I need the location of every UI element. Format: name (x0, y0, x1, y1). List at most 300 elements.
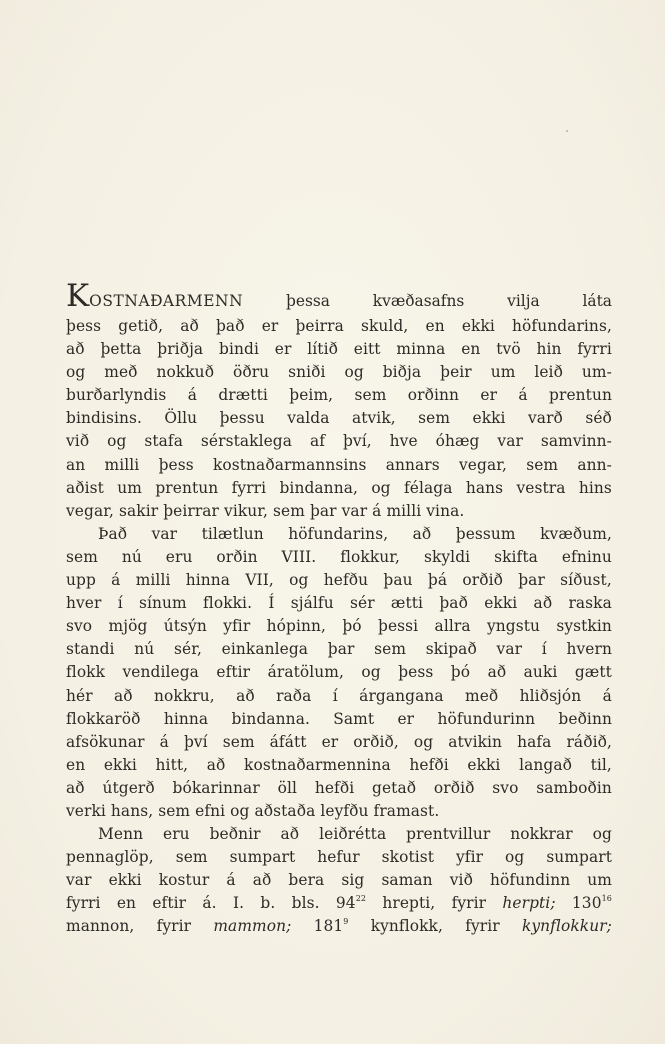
word: og (230, 801, 250, 820)
page-number: 94 (335, 894, 356, 913)
word: skyldi (423, 547, 471, 566)
word: er (397, 709, 415, 728)
line-number: 16 (601, 894, 612, 904)
word: b. (260, 894, 276, 913)
text-line (66, 569, 612, 592)
word: að (533, 594, 553, 613)
word: vilja (507, 292, 540, 310)
word: nokkuð (156, 363, 215, 382)
word: útsýn (163, 617, 207, 636)
word: bls. (291, 894, 320, 913)
word: orðið (433, 778, 475, 797)
text-line (66, 407, 612, 430)
word: árgangana (359, 686, 444, 705)
word: er (321, 732, 339, 751)
word: hefðu (323, 571, 369, 590)
text-line (66, 685, 612, 708)
word: atvikin (448, 732, 503, 751)
word: prentun (155, 478, 219, 497)
text-line (66, 638, 612, 661)
word: og (505, 848, 525, 867)
word: því, (342, 432, 372, 451)
word: þau (383, 571, 413, 590)
word: varð (528, 409, 563, 428)
text-line (66, 477, 612, 500)
word: þessi (378, 617, 419, 636)
word: verki (66, 801, 106, 820)
word: á (602, 686, 612, 705)
word: orðið (462, 571, 503, 590)
word: VIII. (281, 547, 317, 566)
word: ekki (472, 409, 506, 428)
word: nokkrar (510, 825, 573, 844)
word: hefur (317, 848, 360, 867)
word: biðja (382, 363, 422, 382)
word: þess (158, 455, 194, 474)
text-line (66, 661, 612, 684)
word: hinna (163, 709, 209, 728)
word: að (66, 778, 85, 797)
word: fyrri (577, 340, 612, 359)
word: höfundinn (490, 871, 571, 890)
word: þeirrar (163, 501, 220, 520)
word: og (66, 363, 86, 382)
word: er (274, 340, 292, 359)
word: kostnaðarmennina (244, 755, 391, 774)
word: samboðin (536, 778, 612, 797)
word: svo (66, 617, 93, 636)
word: milli (104, 455, 140, 474)
word: standi (66, 640, 115, 659)
word: ekki (467, 755, 501, 774)
word: ætti (390, 594, 424, 613)
word: hinna (185, 571, 231, 590)
word: an (66, 455, 86, 474)
line-number: 22 (355, 894, 367, 904)
text-line (66, 315, 612, 338)
word: mannon, (66, 917, 135, 936)
word: í (117, 594, 123, 613)
text-line (66, 731, 612, 754)
paragraph-2-first-line (66, 523, 612, 546)
word: beðnir (209, 825, 261, 844)
word: gætt (574, 663, 612, 682)
word: var (497, 432, 523, 451)
word: Samt (333, 709, 375, 728)
word: og (107, 432, 127, 451)
word: í (541, 640, 547, 659)
word: við (66, 432, 90, 451)
page-reference (336, 892, 366, 915)
word: nú (134, 640, 155, 659)
word: og (371, 478, 391, 497)
word: því (183, 732, 208, 751)
word: prentun (549, 386, 612, 405)
word: systkin (556, 617, 612, 636)
word: til, (590, 755, 612, 774)
italic-correction: mammon; (213, 917, 292, 936)
word: í (332, 686, 338, 705)
word: aðstaða (254, 801, 316, 820)
word: ann- (577, 455, 612, 474)
word: að (206, 755, 226, 774)
word: þar (518, 571, 545, 590)
word: efninu (561, 547, 612, 566)
word: ekki (461, 317, 495, 335)
word: um (587, 871, 612, 890)
word: sem (222, 732, 255, 751)
word: á (226, 871, 236, 890)
word: kynflokk, (370, 917, 443, 936)
word: fyrir (451, 894, 487, 913)
word: sniði (288, 363, 326, 382)
word: þriðja (157, 340, 204, 359)
word: eftir (152, 894, 187, 913)
word: þess (66, 317, 102, 335)
word: og (413, 732, 434, 751)
word: prentvillur (406, 825, 491, 844)
word: um- (581, 363, 612, 382)
word: nú (121, 547, 142, 566)
word: sumpart (229, 848, 296, 867)
word: valda (287, 409, 330, 428)
word: sem (158, 801, 191, 820)
first-word (66, 278, 244, 314)
word: hve (389, 432, 418, 451)
word: burðarlyndis (66, 386, 167, 405)
word: vegar, (458, 455, 507, 474)
text-line (66, 592, 612, 615)
word: þeirra (295, 317, 344, 335)
word: getað (372, 778, 417, 797)
word: milli (386, 501, 422, 520)
word: þeim, (289, 386, 334, 405)
word: síðust, (560, 571, 612, 590)
word: bindi (219, 340, 259, 359)
word: flokki. (203, 594, 253, 613)
word: sem (175, 848, 208, 867)
word: að (236, 686, 255, 705)
word: minna (396, 340, 446, 359)
word: útgerð (102, 778, 155, 797)
word: einkanlega (221, 640, 309, 659)
page-reference (314, 915, 349, 938)
word: er (261, 317, 279, 335)
word: var (66, 871, 92, 890)
text-line (66, 846, 612, 869)
word: orðinn (407, 386, 460, 405)
italic-correction: herpti; (502, 894, 556, 913)
word: skotist (381, 848, 435, 867)
paper-speck (566, 130, 568, 132)
word: að (412, 524, 432, 543)
word: hans (465, 478, 504, 497)
word: eitt (353, 340, 381, 359)
word: raða (276, 686, 312, 705)
text-line-1 (66, 278, 612, 315)
word: var (496, 640, 523, 659)
word: hin (536, 340, 562, 359)
word: langað (519, 755, 572, 774)
word: sérstaklega (200, 432, 293, 451)
word: sem (374, 640, 407, 659)
word: en (66, 755, 86, 774)
word: þá (427, 571, 448, 590)
word: hrepti, (382, 894, 436, 913)
word: kostnaðarmannsins (212, 455, 367, 474)
word: láta (582, 292, 612, 310)
word: ekki (103, 755, 137, 774)
text-line (66, 777, 612, 800)
word: hitt, (155, 755, 189, 774)
word: lítið (307, 340, 338, 359)
word: Menn (98, 825, 144, 844)
text-line (66, 338, 612, 361)
word: eftir (216, 663, 251, 682)
word: flokkaröð (66, 709, 141, 728)
word: VII, (245, 571, 274, 590)
word: hópinn, (266, 617, 326, 636)
word: Í (268, 594, 275, 613)
word: fyrri (66, 894, 101, 913)
word: að (66, 340, 85, 359)
word: og (344, 363, 364, 382)
word: hvern (566, 640, 612, 659)
text-line (66, 361, 612, 384)
word: er (480, 386, 498, 405)
word: að (280, 825, 300, 844)
word: vendilega (122, 663, 199, 682)
word: bindanna, (279, 478, 358, 497)
word: eru (163, 825, 190, 844)
word: hans, (110, 801, 154, 820)
word: félaga (403, 478, 453, 497)
word: vikur, (224, 501, 269, 520)
word: pennaglöp, (66, 848, 154, 867)
word: sér, (173, 640, 202, 659)
text-line (66, 615, 612, 638)
word: áratölum, (267, 663, 344, 682)
word: höfundarins, (288, 524, 389, 543)
word: þess (398, 663, 434, 682)
word: skifta (494, 547, 538, 566)
word: mjög (108, 617, 148, 636)
drop-cap: K (66, 278, 90, 314)
word: skipað (425, 640, 477, 659)
word: leiðrétta (319, 825, 387, 844)
word: ráðið, (566, 732, 612, 751)
word: bindanna. (231, 709, 310, 728)
word: um (490, 363, 516, 382)
paragraph-3-first-line (66, 823, 612, 846)
word: allra (434, 617, 471, 636)
page-number: 181 (313, 917, 344, 936)
word: en (116, 894, 137, 913)
word: hins (578, 478, 612, 497)
word: að (180, 317, 199, 335)
word: höfundarins, (512, 317, 612, 335)
word: I. (232, 894, 245, 913)
word: framast. (373, 801, 440, 820)
paragraph-2-body (66, 546, 612, 800)
word: fyrir (465, 917, 500, 936)
text-line (66, 546, 612, 569)
word: hefði (314, 778, 355, 797)
word: beðinn (558, 709, 612, 728)
italic-correction: kynflokkur; (521, 917, 612, 936)
word: nokkru, (154, 686, 215, 705)
text-line (66, 754, 612, 777)
word: með (465, 686, 499, 705)
word: fyrir (156, 917, 192, 936)
word: stafa (144, 432, 183, 451)
word: tvö (496, 340, 521, 359)
word: leið (534, 363, 563, 382)
word: að (487, 663, 507, 682)
word: sakir (119, 501, 159, 520)
word: sjálfu (290, 594, 334, 613)
word: skuld, (360, 317, 409, 335)
word: yfir (456, 848, 484, 867)
word: með (104, 363, 138, 382)
word: á (372, 501, 382, 520)
errata-line-2 (66, 915, 612, 938)
word: á (518, 386, 528, 405)
word: afsökunar (66, 732, 145, 751)
word: flokkur, (340, 547, 401, 566)
page-number: 130 (571, 894, 602, 913)
word: milli (135, 571, 171, 590)
text-line (66, 454, 612, 477)
word: var (151, 524, 178, 543)
word: óhæg (435, 432, 480, 451)
word: kvæðum, (540, 524, 612, 543)
word: sem (354, 386, 387, 405)
word: kvæðasafns (372, 292, 465, 310)
word: af (309, 432, 326, 451)
word: vegar, (66, 501, 114, 520)
word: sem (418, 409, 451, 428)
word: yngstu (486, 617, 541, 636)
word: raska (568, 594, 612, 613)
word: á. (202, 894, 217, 913)
word: hver (66, 594, 102, 613)
word: sem (526, 455, 559, 474)
paragraph-2-last-line (66, 800, 612, 823)
word: um (117, 478, 142, 497)
word: getið, (118, 317, 164, 335)
word: við (449, 871, 473, 890)
line-number: 9 (343, 917, 349, 927)
word: hliðsjón (519, 686, 582, 705)
word: drætti (218, 386, 268, 405)
word: upp (66, 571, 96, 590)
word: þeir (440, 363, 472, 382)
word: sínum (139, 594, 187, 613)
word: hefði (409, 755, 449, 774)
word: samvinn- (540, 432, 612, 451)
word: það (439, 594, 468, 613)
word: og (592, 825, 612, 844)
word: og (289, 571, 309, 590)
text-line (66, 430, 612, 453)
paragraph-1-last-line (66, 500, 612, 523)
word: tilætlun (201, 524, 264, 543)
word: öðru (232, 363, 270, 382)
paragraph-1-body (66, 315, 612, 500)
errata-line-1 (66, 892, 612, 915)
word: þessum (455, 524, 516, 543)
word: sem (66, 547, 98, 566)
word: vestra (516, 478, 566, 497)
word: sér (350, 594, 375, 613)
word: en (461, 340, 481, 359)
word: efni (195, 801, 226, 820)
word: á (111, 571, 121, 590)
paragraph-3-body (66, 846, 612, 892)
word: höfundurinn (437, 709, 536, 728)
word: Það (98, 524, 128, 543)
word: svo (492, 778, 519, 797)
word: saman (381, 871, 433, 890)
word: atvik, (351, 409, 396, 428)
word: það (215, 317, 245, 335)
word: bera (288, 871, 325, 890)
word: þó (342, 617, 362, 636)
word: öll (277, 778, 298, 797)
text-line (66, 384, 612, 407)
word: hafa (517, 732, 552, 751)
word: orðið, (353, 732, 399, 751)
word: þessa (286, 292, 330, 310)
word: á (159, 732, 169, 751)
word: hér (66, 686, 93, 705)
word: sig (341, 871, 365, 890)
word: auki (523, 663, 558, 682)
word: yfir (223, 617, 251, 636)
text-line (66, 708, 612, 731)
word: ekki (484, 594, 518, 613)
word: að (114, 686, 133, 705)
word: var (341, 501, 368, 520)
word: að (252, 871, 272, 890)
page-reference (572, 892, 612, 915)
word: áfátt (269, 732, 307, 751)
word: Öllu (164, 409, 198, 428)
word: orðin (216, 547, 258, 566)
word: fyrri (231, 478, 267, 497)
word: aðist (66, 478, 104, 497)
preface-text (66, 278, 612, 939)
word: annars (385, 455, 440, 474)
word: þar (327, 640, 355, 659)
word: ekki (108, 871, 142, 890)
word: þessu (219, 409, 265, 428)
word: eru (165, 547, 193, 566)
word: leyfðu (320, 801, 369, 820)
word: og (361, 663, 381, 682)
word: sem (273, 501, 305, 520)
word: flokk (66, 663, 106, 682)
word: þar (309, 501, 337, 520)
word: en (425, 317, 445, 335)
word: séð (585, 409, 612, 428)
text-line (66, 869, 612, 892)
first-word-rest: OSTNAÐARMENN (89, 292, 244, 310)
word: bókarinnar (172, 778, 260, 797)
word: vina. (426, 501, 465, 520)
word: kostur (158, 871, 210, 890)
